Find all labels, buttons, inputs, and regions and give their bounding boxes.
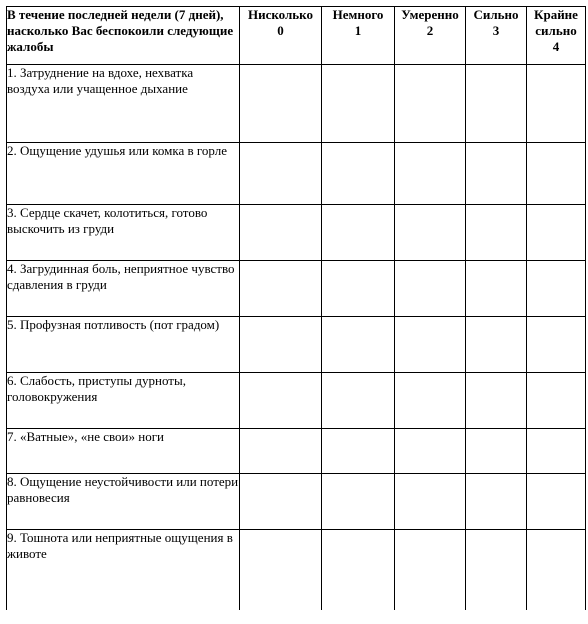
answer-cell-0[interactable] — [240, 373, 322, 429]
scale-label: Немного — [332, 7, 384, 22]
answer-cell-2[interactable] — [395, 429, 466, 474]
scale-header-1 — [322, 7, 395, 65]
answer-cell-0[interactable] — [240, 205, 322, 261]
answer-cell-1[interactable] — [322, 317, 395, 373]
answer-cell-2[interactable] — [395, 317, 466, 373]
answer-cell-3[interactable] — [466, 317, 527, 373]
answer-cell-4[interactable] — [527, 474, 586, 530]
scale-label: Сильно — [473, 7, 519, 22]
answer-cell-1[interactable] — [322, 205, 395, 261]
table-row — [7, 317, 586, 373]
answer-cell-0[interactable] — [240, 530, 322, 610]
symptom-label: 1. Затруднение на вдохе, нехватка воздуха или учащенное дыхание — [7, 65, 240, 143]
symptom-label: 5. Профузная потливость (пот градом) — [7, 317, 240, 373]
table-row — [7, 143, 586, 205]
answer-cell-3[interactable] — [466, 143, 527, 205]
scale-value: 3 — [492, 23, 500, 38]
answer-cell-2[interactable] — [395, 373, 466, 429]
answer-cell-1[interactable] — [322, 373, 395, 429]
answer-cell-2[interactable] — [395, 530, 466, 610]
answer-cell-3[interactable] — [466, 261, 527, 317]
answer-cell-0[interactable] — [240, 429, 322, 474]
answer-cell-0[interactable] — [240, 474, 322, 530]
answer-cell-3[interactable] — [466, 474, 527, 530]
answer-cell-3[interactable] — [466, 65, 527, 143]
scale-value: 0 — [277, 23, 284, 38]
scale-value: 4 — [552, 39, 560, 54]
scale-value: 2 — [426, 23, 434, 38]
scale-label: Умеренно — [401, 7, 459, 22]
answer-cell-3[interactable] — [466, 205, 527, 261]
answer-cell-2[interactable] — [395, 65, 466, 143]
question-header: В течение последней недели (7 дней), насколько Вас беспокоили следующие жалобы — [7, 7, 240, 65]
table-row — [7, 205, 586, 261]
symptom-label: 8. Ощущение неустойчивости или потери равновесия — [7, 474, 240, 530]
answer-cell-4[interactable] — [527, 429, 586, 474]
symptom-label: 6. Слабость, приступы дурноты, головокружения — [7, 373, 240, 429]
answer-cell-1[interactable] — [322, 474, 395, 530]
answer-cell-1[interactable] — [322, 429, 395, 474]
table-row — [7, 530, 586, 610]
header-row — [7, 7, 586, 65]
answer-cell-3[interactable] — [466, 429, 527, 474]
symptom-label: 3. Сердце скачет, колотиться, готово выскочить из груди — [7, 205, 240, 261]
answer-cell-2[interactable] — [395, 261, 466, 317]
scale-header-2 — [395, 7, 466, 65]
scale-header-3 — [466, 7, 527, 65]
answer-cell-0[interactable] — [240, 143, 322, 205]
answer-cell-2[interactable] — [395, 474, 466, 530]
answer-cell-1[interactable] — [322, 143, 395, 205]
answer-cell-2[interactable] — [395, 205, 466, 261]
answer-cell-3[interactable] — [466, 373, 527, 429]
answer-cell-2[interactable] — [395, 143, 466, 205]
answer-cell-4[interactable] — [527, 205, 586, 261]
answer-cell-4[interactable] — [527, 530, 586, 610]
symptom-survey-table — [6, 6, 586, 610]
answer-cell-1[interactable] — [322, 65, 395, 143]
symptom-label: 9. Тошнота или неприятные ощущения в животе — [7, 530, 240, 610]
scale-label: Крайне сильно — [534, 7, 578, 38]
symptom-label: 2. Ощущение удушья или комка в горле — [7, 143, 240, 205]
scale-header-4 — [527, 7, 586, 65]
answer-cell-3[interactable] — [466, 530, 527, 610]
answer-cell-4[interactable] — [527, 261, 586, 317]
answer-cell-4[interactable] — [527, 373, 586, 429]
symptom-label: 4. Загрудинная боль, неприятное чувство сдавления в груди — [7, 261, 240, 317]
scale-label: Нисколько — [247, 7, 313, 22]
table-row — [7, 65, 586, 143]
scale-value: 1 — [354, 23, 362, 38]
table-row — [7, 429, 586, 474]
answer-cell-0[interactable] — [240, 261, 322, 317]
table-row — [7, 474, 586, 530]
table-row — [7, 261, 586, 317]
answer-cell-1[interactable] — [322, 261, 395, 317]
answer-cell-4[interactable] — [527, 143, 586, 205]
answer-cell-0[interactable] — [240, 65, 322, 143]
symptom-label: 7. «Ватные», «не свои» ноги — [7, 429, 240, 474]
answer-cell-1[interactable] — [322, 530, 395, 610]
answer-cell-4[interactable] — [527, 317, 586, 373]
answer-cell-0[interactable] — [240, 317, 322, 373]
table-row — [7, 373, 586, 429]
answer-cell-4[interactable] — [527, 65, 586, 143]
scale-header-0 — [240, 7, 322, 65]
